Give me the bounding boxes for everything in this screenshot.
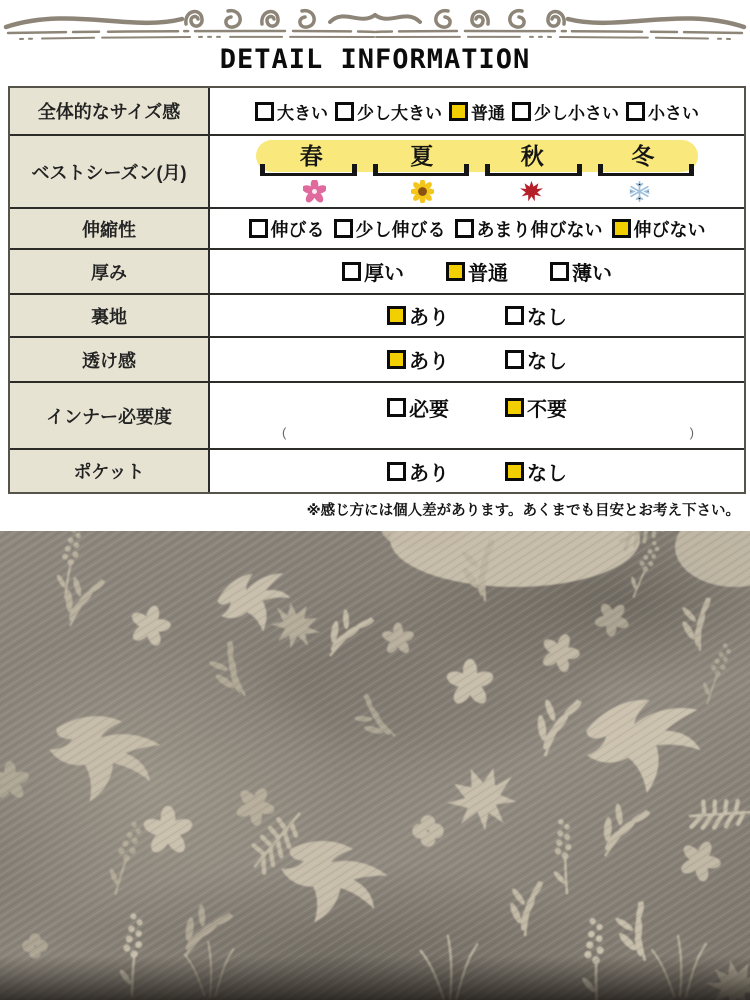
season-icons xyxy=(260,180,694,203)
row-options xyxy=(210,250,744,293)
checkbox-option xyxy=(335,99,442,124)
checkbox-icon xyxy=(387,398,406,417)
checkbox-icon xyxy=(505,350,524,369)
checkbox-option xyxy=(512,99,619,124)
row-label: 伸縮性 xyxy=(10,209,210,248)
row-label: ポケット xyxy=(10,450,210,492)
option-label: 小さい xyxy=(648,103,699,123)
option-label: なし xyxy=(527,307,567,329)
table-row-lining xyxy=(10,293,744,336)
option-label: 厚い xyxy=(364,263,404,285)
checkbox-option xyxy=(449,99,505,124)
checkbox-icon xyxy=(342,262,361,281)
checkbox-option xyxy=(334,216,446,242)
checkbox-option xyxy=(626,99,699,124)
option-label: 少し小さい xyxy=(534,103,619,123)
checkbox-icon xyxy=(387,350,406,369)
option-label: あまり伸びない xyxy=(476,219,603,240)
row-options xyxy=(210,295,744,336)
row-label: 透け感 xyxy=(10,338,210,381)
season-label-autumn: 秋 xyxy=(520,142,544,169)
row-options xyxy=(210,209,744,248)
option-label: なし xyxy=(527,351,567,373)
season-label-spring: 春 xyxy=(299,142,323,169)
paren-close: ) xyxy=(689,424,694,440)
table-row-thickness xyxy=(10,248,744,293)
option-label: 伸びない xyxy=(633,219,706,240)
sunflower-icon xyxy=(411,180,434,203)
row-label: 全体的なサイズ感 xyxy=(10,88,210,134)
option-label: あり xyxy=(409,462,449,485)
paren-open: ( xyxy=(282,424,287,440)
decorative-flourish xyxy=(0,0,750,42)
checkbox-icon xyxy=(387,462,406,481)
season-range-segment xyxy=(260,168,357,176)
season-range-segment xyxy=(485,168,582,176)
checkbox-icon xyxy=(626,102,645,121)
option-label: なし xyxy=(527,462,567,485)
checkbox-icon xyxy=(446,262,465,281)
row-options xyxy=(210,88,744,134)
season-label-winter: 冬 xyxy=(631,142,655,169)
option-label: 普通 xyxy=(468,263,508,285)
checkbox-option xyxy=(455,216,603,242)
checkbox-icon xyxy=(455,219,474,238)
checkbox-icon xyxy=(255,102,274,121)
checkbox-option xyxy=(387,345,449,374)
row-label: 厚み xyxy=(10,250,210,293)
checkbox-icon xyxy=(612,219,631,238)
checkbox-option xyxy=(387,457,449,486)
option-label: 薄い xyxy=(572,263,612,285)
checkbox-option xyxy=(387,301,449,330)
season-range-segment xyxy=(373,168,470,176)
checkbox-option xyxy=(255,99,328,124)
checkbox-option xyxy=(505,393,567,422)
row-options xyxy=(210,383,744,448)
checkbox-icon xyxy=(449,102,468,121)
row-options xyxy=(210,338,744,381)
checkbox-option xyxy=(249,216,325,242)
checkbox-icon xyxy=(334,219,353,238)
checkbox-icon xyxy=(335,102,354,121)
checkbox-option xyxy=(342,257,404,286)
checkbox-option xyxy=(387,393,449,422)
checkbox-option xyxy=(505,457,567,486)
option-label: 少し伸びる xyxy=(355,219,446,240)
checkbox-option xyxy=(505,301,567,330)
table-row-stretch xyxy=(10,207,744,248)
option-label: 必要 xyxy=(409,398,449,421)
checkbox-option xyxy=(612,216,706,242)
snowflake-icon xyxy=(628,180,651,203)
season-label-summer: 夏 xyxy=(410,142,434,169)
option-label: あり xyxy=(409,307,449,329)
row-options xyxy=(210,450,744,492)
maple-leaf-icon xyxy=(520,180,543,203)
option-label: あり xyxy=(409,351,449,373)
table-row-pocket xyxy=(10,448,744,492)
checkbox-option xyxy=(505,345,567,374)
row-label: 裏地 xyxy=(10,295,210,336)
page-title: DETAIL INFORMATION xyxy=(219,44,531,75)
checkbox-option xyxy=(550,257,612,286)
note-parentheses xyxy=(216,426,738,439)
checkbox-icon xyxy=(505,398,524,417)
footnote: ※感じ方には個人差があります。あくまでも目安とお考え下さい。 xyxy=(306,503,740,519)
row-label: インナー必要度 xyxy=(10,383,210,448)
checkbox-icon xyxy=(387,306,406,325)
season-cell xyxy=(210,136,744,207)
detail-information-table xyxy=(8,86,746,494)
checkbox-option xyxy=(446,257,508,286)
option-label: 大きい xyxy=(277,103,328,123)
fabric-photo xyxy=(0,531,750,1000)
checkbox-icon xyxy=(512,102,531,121)
season-chart xyxy=(216,140,738,203)
cherry-blossom-icon xyxy=(303,180,326,203)
season-range-brackets xyxy=(260,168,694,176)
table-row-season xyxy=(10,134,744,207)
checkbox-icon xyxy=(550,262,569,281)
table-row-sheerness xyxy=(10,336,744,381)
season-range-segment xyxy=(598,168,695,176)
checkbox-icon xyxy=(505,306,524,325)
option-label: 伸びる xyxy=(270,219,325,240)
option-label: 普通 xyxy=(471,103,505,123)
checkbox-icon xyxy=(249,219,268,238)
table-row-inner-need xyxy=(10,381,744,448)
option-label: 少し大きい xyxy=(357,103,442,123)
table-row-size xyxy=(10,88,744,134)
row-label: ベストシーズン(月) xyxy=(10,136,210,207)
option-label: 不要 xyxy=(527,398,567,421)
checkbox-icon xyxy=(505,462,524,481)
